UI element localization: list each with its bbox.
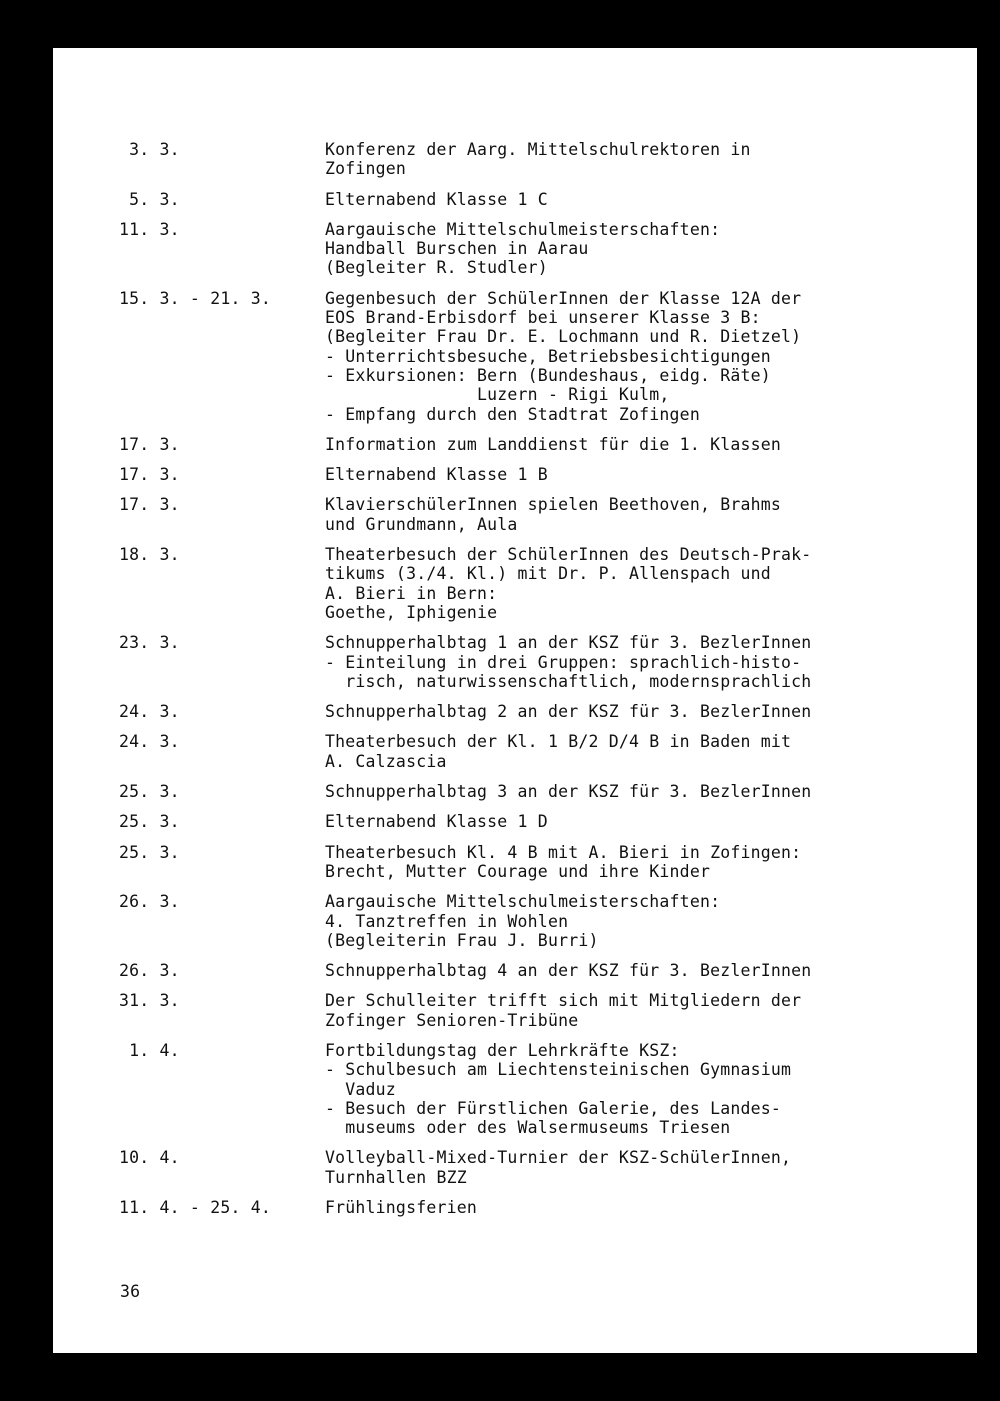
event-date: 15. 3. - 21. 3. (119, 288, 272, 308)
description-line: - Empfang durch den Stadtrat Zofingen (325, 404, 700, 424)
event-entry (119, 633, 949, 691)
description-line: Elternabend Klasse 1 D (325, 812, 548, 832)
event-description (325, 435, 949, 454)
event-date: 17. 3. (119, 465, 180, 485)
event-entry (119, 961, 949, 980)
description-line: Luzern - Rigi Kulm, (325, 385, 670, 405)
event-date: 10. 4. (119, 1148, 180, 1168)
event-description (325, 140, 949, 179)
event-entry (119, 190, 949, 209)
description-line: Schnupperhalbtag 1 an der KSZ für 3. BezlerInnen (325, 633, 812, 653)
event-date: 17. 3. (119, 434, 180, 454)
description-line: (Begleiter Frau Dr. E. Lochmann und R. Dietzel) (325, 327, 802, 347)
event-description (325, 1148, 949, 1187)
event-date: 26. 3. (119, 892, 180, 912)
event-description (325, 892, 949, 950)
description-line: Elternabend Klasse 1 C (325, 189, 548, 209)
description-line: Zofinger Senioren-Tribüne (325, 1010, 579, 1030)
event-date: 5. 3. (119, 189, 180, 209)
description-line: Brecht, Mutter Courage und ihre Kinder (325, 861, 711, 881)
event-entry (119, 220, 949, 278)
document-page (53, 48, 977, 1353)
description-line: KlavierschülerInnen spielen Beethoven, Brahms (325, 495, 782, 515)
event-date: 25. 3. (119, 782, 180, 802)
description-line: Konferenz der Aarg. Mittelschulrektoren in (325, 140, 751, 159)
description-line: A. Bieri in Bern: (325, 583, 498, 603)
description-line: Volleyball-Mixed-Turnier der KSZ-SchülerInnen, (325, 1148, 792, 1168)
description-line: - Exkursionen: Bern (Bundeshaus, eidg. Räte) (325, 365, 771, 385)
description-line: tikums (3./4. Kl.) mit Dr. P. Allenspach und (325, 564, 771, 584)
event-description (325, 732, 949, 771)
event-description (325, 633, 949, 691)
description-line: Aargauische Mittelschulmeisterschaften: (325, 219, 721, 239)
event-date: 23. 3. (119, 633, 180, 653)
event-date: 17. 3. (119, 495, 180, 515)
description-line: EOS Brand-Erbisdorf bei unserer Klasse 3 B: (325, 308, 761, 328)
event-date: 25. 3. (119, 842, 180, 862)
event-entry (119, 843, 949, 882)
event-description (325, 782, 949, 801)
description-line: Theaterbesuch der SchülerInnen des Deutsch-Prak- (325, 545, 812, 565)
event-description (325, 812, 949, 831)
description-line: Theaterbesuch der Kl. 1 B/2 D/4 B in Baden mit (325, 732, 792, 752)
event-entry (119, 545, 949, 622)
description-line: risch, naturwissenschaftlich, modernsprachlich (325, 671, 812, 691)
event-date: 18. 3. (119, 545, 180, 565)
description-line: Vaduz (325, 1079, 396, 1099)
description-line: Aargauische Mittelschulmeisterschaften: (325, 892, 721, 912)
description-line: Goethe, Iphigenie (325, 602, 498, 622)
event-date: 25. 3. (119, 812, 180, 832)
event-description (325, 289, 949, 424)
description-line: Zofingen (325, 159, 407, 179)
description-line: (Begleiter R. Studler) (325, 258, 548, 278)
event-description (325, 545, 949, 622)
event-date: 11. 3. (119, 219, 180, 239)
page-number: 36 (120, 1282, 141, 1301)
description-line: 4. Tanztreffen in Wohlen (325, 911, 569, 931)
description-line: Handball Burschen in Aarau (325, 239, 589, 259)
description-line: (Begleiterin Frau J. Burri) (325, 930, 599, 950)
event-description (325, 961, 949, 980)
event-date: 11. 4. - 25. 4. (119, 1198, 272, 1218)
event-date: 3. 3. (119, 140, 180, 159)
description-line: museums oder des Walsermuseums Triesen (325, 1118, 731, 1138)
event-entry (119, 1041, 949, 1137)
event-entry (119, 812, 949, 831)
description-line: Information zum Landdienst für die 1. Klassen (325, 434, 782, 454)
event-list (119, 140, 949, 1228)
event-description (325, 702, 949, 721)
event-entry (119, 991, 949, 1030)
event-description (325, 190, 949, 209)
description-line: - Schulbesuch am Liechtensteinischen Gymnasium (325, 1060, 792, 1080)
event-date: 26. 3. (119, 961, 180, 981)
event-entry (119, 495, 949, 534)
description-line: Elternabend Klasse 1 B (325, 465, 548, 485)
description-line: Schnupperhalbtag 4 an der KSZ für 3. BezlerInnen (325, 961, 812, 981)
event-description (325, 1041, 949, 1137)
description-line: Turnhallen BZZ (325, 1167, 467, 1187)
description-line: Frühlingsferien (325, 1198, 478, 1218)
event-entry (119, 732, 949, 771)
event-description (325, 465, 949, 484)
event-description (325, 843, 949, 882)
event-description (325, 991, 949, 1030)
event-entry (119, 1148, 949, 1187)
event-entry (119, 702, 949, 721)
event-entry (119, 465, 949, 484)
event-entry (119, 289, 949, 424)
event-date: 1. 4. (119, 1040, 180, 1060)
event-entry (119, 435, 949, 454)
event-description (325, 220, 949, 278)
description-line: Schnupperhalbtag 3 an der KSZ für 3. BezlerInnen (325, 782, 812, 802)
event-date: 24. 3. (119, 732, 180, 752)
event-date: 24. 3. (119, 702, 180, 722)
description-line: - Besuch der Fürstlichen Galerie, des Landes- (325, 1098, 782, 1118)
description-line: - Einteilung in drei Gruppen: sprachlich-histo- (325, 652, 802, 672)
description-line: und Grundmann, Aula (325, 514, 518, 534)
description-line: Theaterbesuch Kl. 4 B mit A. Bieri in Zofingen: (325, 842, 802, 862)
description-line: Fortbildungstag der Lehrkräfte KSZ: (325, 1040, 680, 1060)
description-line: Schnupperhalbtag 2 an der KSZ für 3. BezlerInnen (325, 702, 812, 722)
description-line: A. Calzascia (325, 751, 447, 771)
event-entry (119, 892, 949, 950)
event-entry (119, 782, 949, 801)
description-line: - Unterrichtsbesuche, Betriebsbesichtigungen (325, 346, 771, 366)
event-description (325, 495, 949, 534)
description-line: Gegenbesuch der SchülerInnen der Klasse 12A der (325, 288, 802, 308)
event-date: 31. 3. (119, 991, 180, 1011)
event-description (325, 1198, 949, 1217)
event-entry (119, 1198, 949, 1217)
description-line: Der Schulleiter trifft sich mit Mitgliedern der (325, 991, 802, 1011)
event-entry (119, 140, 949, 179)
